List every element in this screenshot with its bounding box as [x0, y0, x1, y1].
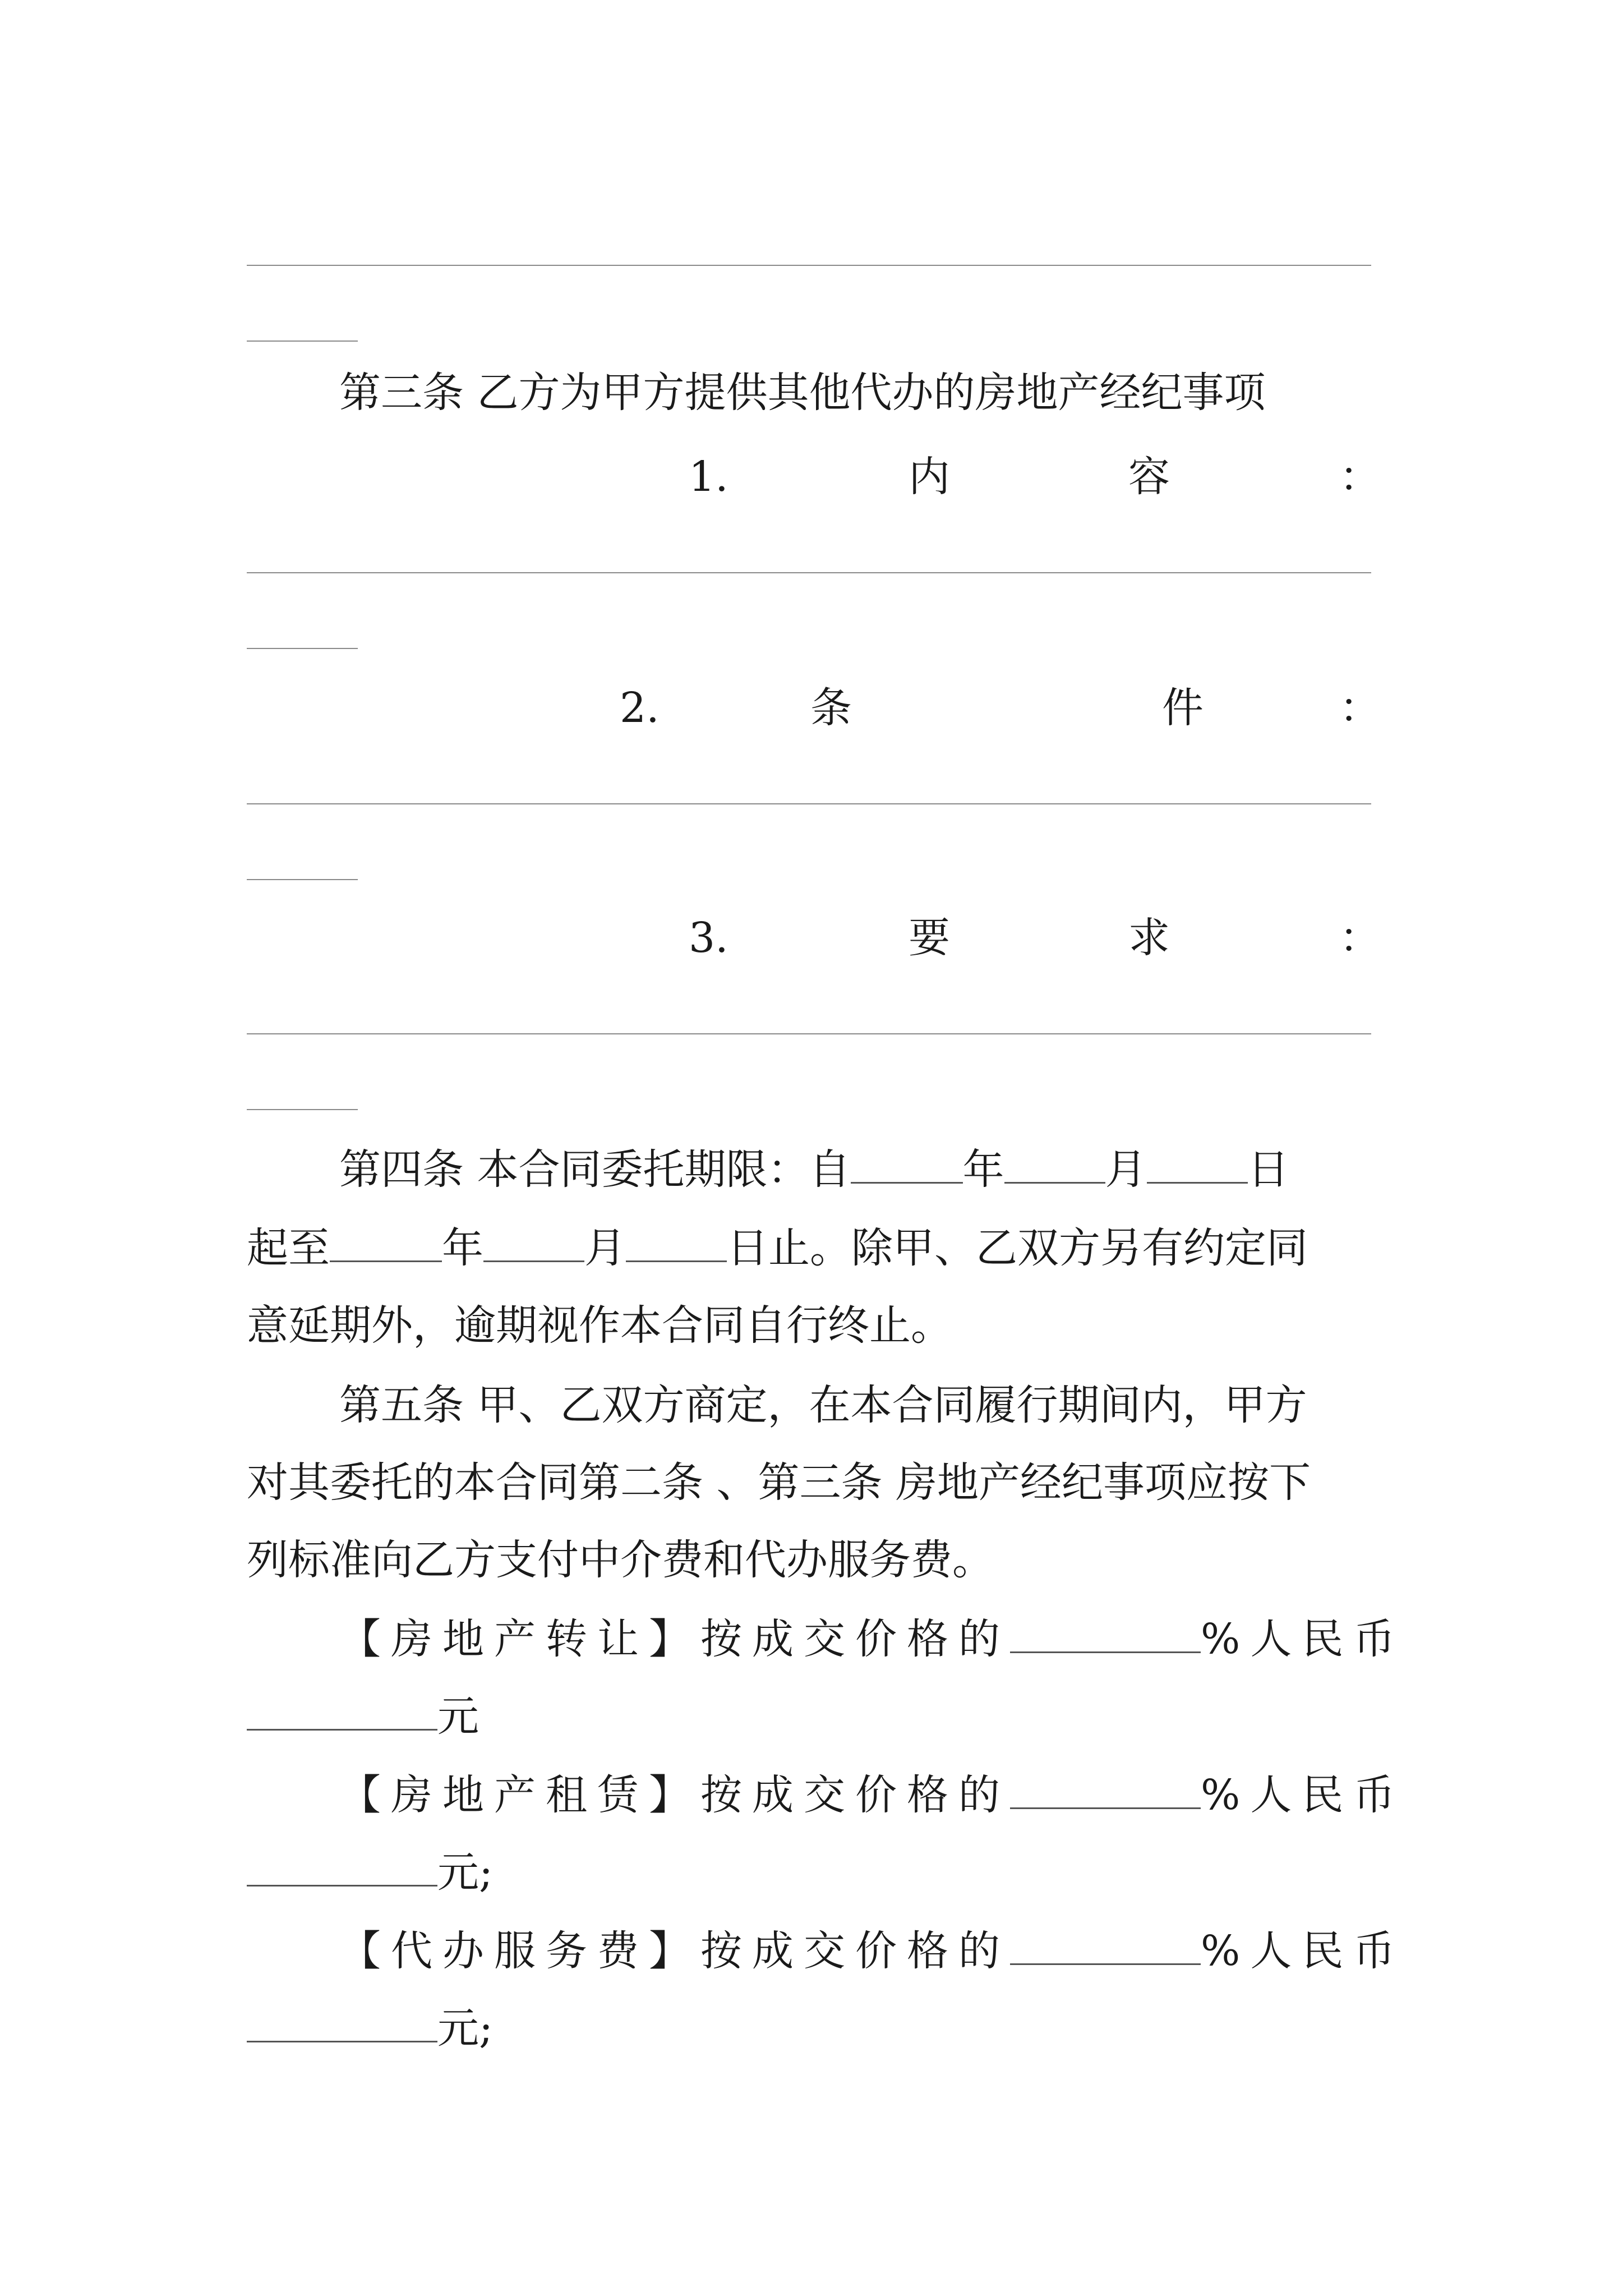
item2-char1: 条 [810, 684, 852, 732]
item2-char2: 件 [1162, 684, 1204, 732]
article5-line2: 对其委托的本合同第二条 、第三条 房地产经纪事项应按下 [247, 1458, 1311, 1507]
service-percent-blank[interactable] [1010, 1924, 1201, 1965]
item3-colon: ： [1339, 914, 1381, 962]
item1-number: 1. [689, 453, 728, 501]
item2-colon: ： [1339, 684, 1381, 732]
fee-lease-line: 【房地产租赁】按成交价格的 %人民币 [339, 1767, 1385, 1823]
fill-line [247, 265, 1371, 266]
start-month-blank[interactable] [1004, 1143, 1105, 1184]
transfer-amount-blank[interactable] [247, 1690, 437, 1731]
end-month-blank[interactable] [483, 1221, 584, 1262]
end-day-blank[interactable] [626, 1221, 727, 1262]
article4-line3: 意延期外，逾期视作本合同自行终止。 [247, 1301, 952, 1350]
item1-char1: 内 [909, 453, 950, 501]
item3-number: 3. [689, 914, 728, 962]
fill-line-tail [247, 879, 358, 880]
fill-line-tail [247, 341, 358, 342]
article4-line2: 起至 年 月 日止。除甲、乙双方另有约定同 [247, 1220, 1385, 1276]
article3-title: 第三条 乙方为甲方提供其他代办的房地产经纪事项 [339, 369, 1266, 417]
item3-char1: 要 [909, 914, 950, 962]
article5-line1: 第五条 甲、乙双方商定，在本合同履行期间内，甲方 [339, 1381, 1307, 1429]
fee-service-amount-line: 元; [247, 2000, 1385, 2056]
start-day-blank[interactable] [1147, 1143, 1248, 1184]
lease-amount-blank[interactable] [247, 1846, 437, 1887]
end-year-blank[interactable] [330, 1221, 442, 1262]
lease-percent-blank[interactable] [1010, 1768, 1201, 1809]
fee-transfer-line: 【房地产转让】按成交价格的 %人民币 [339, 1611, 1385, 1667]
start-year-blank[interactable] [851, 1143, 963, 1184]
fill-line-tail [247, 1109, 358, 1110]
article4-line1: 第四条 本合同委托期限：自 年 月 日 [339, 1142, 1394, 1198]
fee-transfer-amount-line: 元 [247, 1688, 1385, 1745]
item2-number: 2. [620, 684, 660, 732]
fill-line [247, 572, 1371, 573]
fee-lease-amount-line: 元; [247, 1844, 1385, 1901]
item1-colon: ： [1339, 453, 1381, 501]
fill-line-tail [247, 648, 358, 649]
transfer-percent-blank[interactable] [1010, 1612, 1201, 1653]
item3-char2: 求 [1128, 914, 1170, 962]
fee-service-line: 【代办服务费】按成交价格的 %人民币 [339, 1923, 1385, 1979]
fill-line [247, 803, 1371, 804]
service-amount-blank[interactable] [247, 2001, 437, 2042]
item1-char2: 容 [1128, 453, 1170, 501]
article5-line3: 列标准向乙方支付中介费和代办服务费。 [247, 1536, 994, 1584]
fill-line [247, 1033, 1371, 1034]
